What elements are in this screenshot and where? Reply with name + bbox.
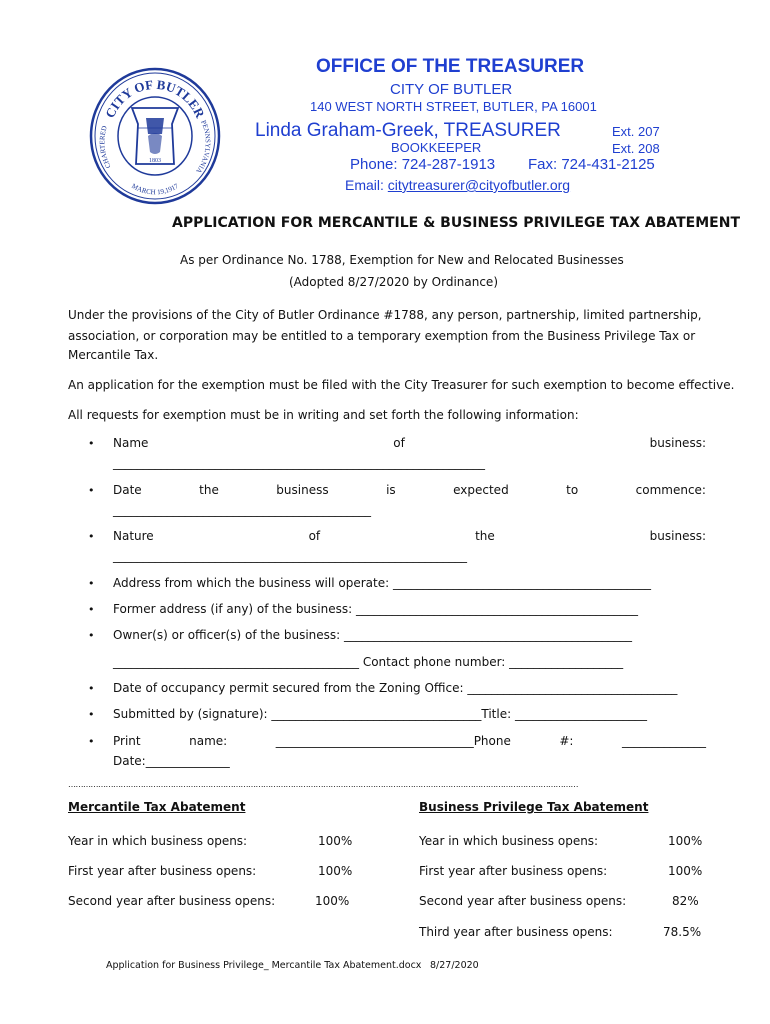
seal-right-text: PENNSYLVANIA: [194, 119, 212, 175]
commence-date-label: Date the business is expected to commence:: [113, 483, 706, 497]
document-title: APPLICATION FOR MERCANTILE & BUSINESS PRIVILEGE TAX ABATEMENT: [172, 215, 741, 231]
bookkeeper-ext: Ext. 208: [612, 141, 660, 156]
privilege-heading: Business Privilege Tax Abatement: [419, 800, 649, 814]
mercantile-row-label: Year in which business opens:: [68, 834, 248, 848]
signature-title-field[interactable]: Submitted by (signature): ___________________________________Title: ______________________: [113, 707, 647, 721]
name-of-business-label: Name of business:: [113, 436, 706, 450]
privilege-row-value: 100%: [668, 834, 703, 848]
operating-address-field[interactable]: Address from which the business will operate: ___________________________________________: [113, 576, 651, 590]
bullet-icon: •: [88, 708, 95, 721]
intro-paragraph-line-1: Under the provisions of the City of Butler Ordinance #1788, any person, partnership, limited partnership,: [68, 308, 702, 322]
email-label: Email:: [345, 177, 388, 193]
mercantile-row-value: 100%: [315, 894, 350, 908]
contact-phone-field[interactable]: _________________________________________ Contact phone number: ___________________: [113, 655, 624, 669]
seal-bottom-text: MARCH 19,1917: [130, 181, 180, 197]
intro-paragraph-line-2: association, or corporation may be entitled to a temporary exemption from the Business Privilege Tax or: [68, 329, 696, 343]
occupancy-permit-field[interactable]: Date of occupancy permit secured from the Zoning Office: ___________________________________: [113, 681, 678, 695]
bullet-icon: •: [88, 603, 95, 616]
adopted-subtitle: (Adopted 8/27/2020 by Ordinance): [289, 275, 498, 289]
bullet-icon: •: [88, 682, 95, 695]
privilege-row-label: Second year after business opens:: [419, 894, 627, 908]
office-address: 140 WEST NORTH STREET, BUTLER, PA 16001: [310, 99, 597, 114]
nature-of-business-field[interactable]: ___________________________________________________________: [113, 549, 467, 563]
city-name: CITY OF BUTLER: [390, 81, 513, 98]
intro-paragraph-line-3: Mercantile Tax.: [68, 348, 159, 362]
mercantile-row-value: 100%: [318, 864, 353, 878]
print-name-phone-field[interactable]: Print name: _________________________________Phone #: ______________: [113, 734, 706, 748]
bullet-icon: •: [88, 735, 95, 748]
privilege-row-value: 100%: [668, 864, 703, 878]
nature-of-business-label: Nature of the business:: [113, 529, 706, 543]
privilege-row-label: First year after business opens:: [419, 864, 608, 878]
city-seal-logo: [88, 66, 222, 206]
footer-filename: Application for Business Privilege_ Mercantile Tax Abatement.docx: [106, 960, 422, 971]
seal-top-text: CITY OF BUTLER: [102, 76, 208, 121]
requirements-paragraph: All requests for exemption must be in writing and set forth the following information:: [68, 408, 579, 422]
privilege-row-value: 78.5%: [663, 925, 702, 939]
bullet-icon: •: [88, 629, 95, 642]
email-link[interactable]: citytreasurer@cityofbutler.org: [387, 177, 571, 193]
name-of-business-field[interactable]: ______________________________________________________________: [113, 456, 485, 470]
filing-paragraph: An application for the exemption must be filed with the City Treasurer for such exemption to become effective.: [68, 378, 735, 392]
seal-year: 1803: [149, 158, 161, 164]
footer-date: 8/27/2020: [430, 960, 479, 971]
privilege-row-label: Third year after business opens:: [419, 925, 613, 939]
treasurer-ext: Ext. 207: [612, 124, 660, 139]
office-title: OFFICE OF THE TREASURER: [316, 56, 585, 77]
bullet-icon: •: [88, 437, 95, 450]
date-field[interactable]: Date:______________: [113, 754, 230, 768]
treasurer-name: Linda Graham-Greek, TREASURER: [255, 120, 561, 141]
bullet-icon: •: [88, 530, 95, 543]
ordinance-subtitle: As per Ordinance No. 1788, Exemption for New and Relocated Businesses: [180, 253, 624, 267]
bookkeeper-label: BOOKKEEPER: [391, 140, 482, 155]
commence-date-field[interactable]: ___________________________________________: [113, 503, 371, 517]
mercantile-row-label: Second year after business opens:: [68, 894, 276, 908]
phone-number: Phone: 724-287-1913: [350, 156, 496, 173]
fax-number: Fax: 724-431-2125: [528, 156, 655, 173]
bullet-icon: •: [88, 577, 95, 590]
mercantile-heading: Mercantile Tax Abatement: [68, 800, 246, 814]
privilege-row-value: 82%: [672, 894, 699, 908]
owners-field[interactable]: Owner(s) or officer(s) of the business: ________________________________________________: [113, 628, 633, 642]
privilege-row-label: Year in which business opens:: [419, 834, 599, 848]
mercantile-row-label: First year after business opens:: [68, 864, 257, 878]
bullet-icon: •: [88, 484, 95, 497]
mercantile-row-value: 100%: [318, 834, 353, 848]
dotted-separator: ……………………………………………………………………………………………………………………………………………………………………………………: [68, 780, 578, 789]
former-address-field[interactable]: Former address (if any) of the business: _______________________________________________: [113, 602, 638, 616]
seal-left-text: CHARTERED: [98, 124, 113, 170]
